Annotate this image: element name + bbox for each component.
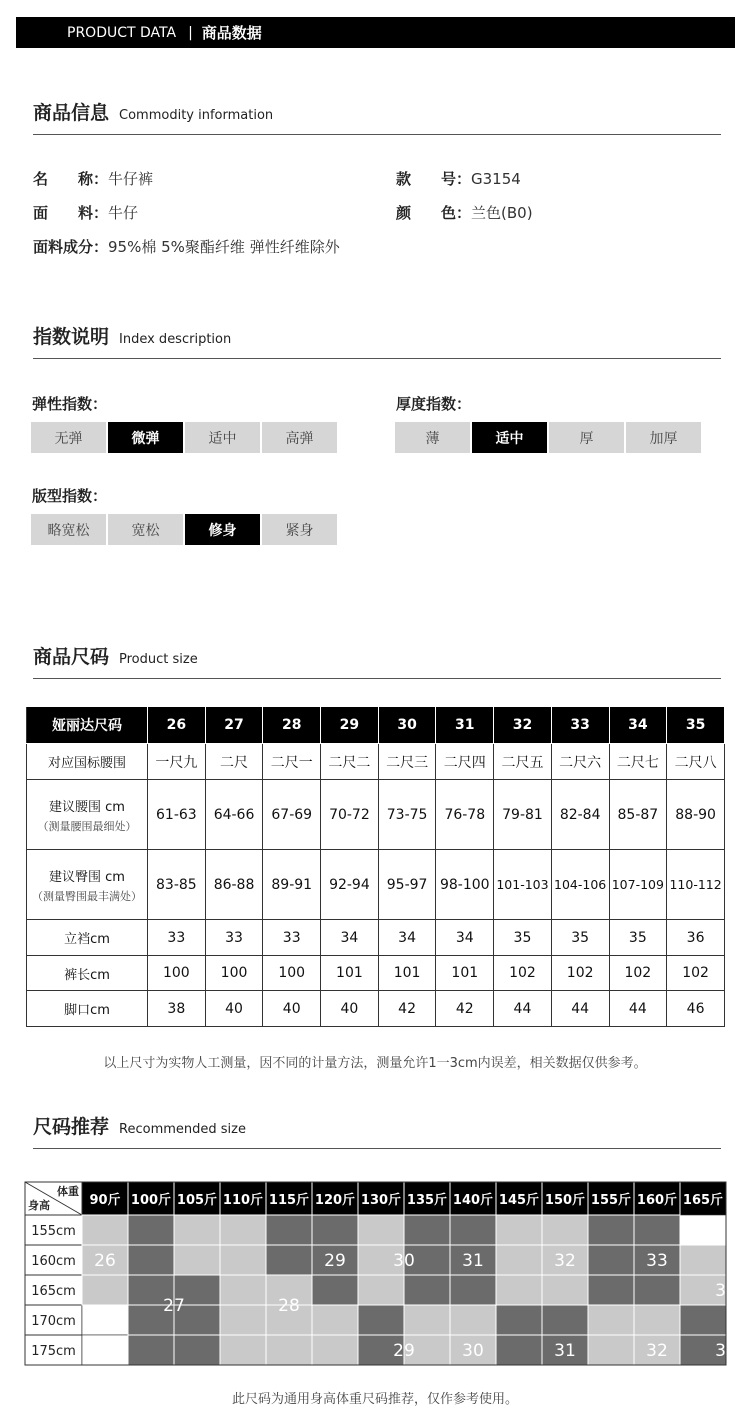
- size-cell: 102: [494, 956, 552, 991]
- size-cell: 101: [378, 956, 436, 991]
- size-row-label: [27, 991, 148, 1027]
- size-cell: 二尺六: [551, 744, 609, 780]
- size-cell: 34: [436, 920, 494, 956]
- size-cell: 二尺四: [436, 744, 494, 780]
- size-cell: 85-87: [609, 780, 667, 850]
- recommend-title-en: Recommended size: [119, 1122, 246, 1137]
- size-region-cell: [358, 1305, 404, 1335]
- fabric-value: 牛仔: [108, 204, 139, 222]
- size-table: [26, 706, 725, 1027]
- fabric-row: [33, 202, 138, 223]
- style-number-label: 款 号：: [396, 170, 472, 188]
- size-region-cell: [450, 1215, 496, 1245]
- size-region-cell: [404, 1275, 450, 1305]
- recommend-section-title: [33, 1112, 721, 1149]
- size-cell: 104-106: [551, 850, 609, 920]
- size-region-cell: [266, 1215, 312, 1245]
- size-cell: 33: [148, 920, 206, 956]
- grid-cell-blank: [82, 1335, 128, 1365]
- size-row-label-text: 对应国标腰围: [47, 756, 126, 771]
- style-number-value: G3154: [471, 170, 521, 188]
- size-region-cell: [312, 1215, 358, 1245]
- elasticity-chip: 无弹: [31, 422, 106, 453]
- size-header-cell: 26: [148, 707, 206, 744]
- size-cell: 40: [263, 991, 321, 1027]
- size-header-cell: 35: [667, 707, 725, 744]
- size-region-cell: [312, 1305, 358, 1335]
- size-cell: 36: [667, 920, 725, 956]
- size-region-cell: [680, 1245, 726, 1275]
- size-region-cell: [450, 1275, 496, 1305]
- size-row-label-text: 立裆cm: [64, 932, 110, 947]
- height-header-cell: 155cm: [31, 1224, 76, 1239]
- size-cell: 89-91: [263, 850, 321, 920]
- size-region-cell: [174, 1215, 220, 1245]
- size-row-label: [27, 920, 148, 956]
- size-cell: 95-97: [378, 850, 436, 920]
- size-row-label-sub: （测量腰围最细处）: [37, 819, 137, 833]
- size-cell: 70-72: [321, 780, 379, 850]
- size-region-label: 31: [462, 1251, 484, 1271]
- fit-label: 版型指数：: [32, 487, 108, 505]
- size-header-cell: 27: [205, 707, 263, 744]
- thickness-chip: 厚: [549, 422, 624, 453]
- size-region-cell: [496, 1215, 542, 1245]
- size-cell: 34: [378, 920, 436, 956]
- size-title-zh: 商品尺码: [33, 646, 110, 668]
- size-region-cell: [174, 1335, 220, 1365]
- size-cell: 35: [551, 920, 609, 956]
- fit-chip: 宽松: [108, 514, 183, 545]
- weight-header-cell: 150斤: [544, 1193, 586, 1208]
- header-separator: |: [188, 24, 193, 41]
- size-region-cell: [358, 1215, 404, 1245]
- size-region-label: 28: [278, 1296, 300, 1316]
- thickness-chip: 加厚: [626, 422, 701, 453]
- size-row: [27, 744, 725, 780]
- size-region-cell: [496, 1275, 542, 1305]
- size-region-cell: [588, 1335, 634, 1365]
- size-cell: 64-66: [205, 780, 263, 850]
- size-region-cell: [588, 1245, 634, 1275]
- size-cell: 98-100: [436, 850, 494, 920]
- fit-chip: 略宽松: [31, 514, 106, 545]
- size-region-label: 29: [393, 1341, 415, 1361]
- header-en-title: PRODUCT DATA: [67, 24, 177, 41]
- size-region-cell: [266, 1335, 312, 1365]
- size-header-cell: 31: [436, 707, 494, 744]
- size-cell: 76-78: [436, 780, 494, 850]
- size-cell: 二尺三: [378, 744, 436, 780]
- size-header-cell: 33: [551, 707, 609, 744]
- size-row: [27, 850, 725, 920]
- size-cell: 102: [551, 956, 609, 991]
- weight-header-cell: 155斤: [590, 1193, 632, 1208]
- size-region-cell: [680, 1305, 726, 1335]
- elasticity-scale: [31, 422, 337, 453]
- size-header-cell: 29: [321, 707, 379, 744]
- product-name-label: 名 称：: [33, 170, 109, 188]
- size-row-label-sub: （测量臀围最丰满处）: [32, 889, 142, 903]
- size-row-label-text: 脚口cm: [64, 1003, 110, 1018]
- composition-label: 面料成分：: [33, 238, 109, 256]
- size-region-cell: [174, 1245, 220, 1275]
- size-cell: 102: [667, 956, 725, 991]
- size-cell: 101-103: [494, 850, 552, 920]
- size-region-cell: [128, 1215, 174, 1245]
- size-region-label: 29: [324, 1251, 346, 1271]
- size-region-cell: [220, 1215, 266, 1245]
- thickness-chip-selected: 适中: [472, 422, 547, 453]
- size-cell: 100: [263, 956, 321, 991]
- size-cell: 44: [494, 991, 552, 1027]
- size-cell: 92-94: [321, 850, 379, 920]
- size-region-cell: [220, 1335, 266, 1365]
- size-region-cell: [634, 1305, 680, 1335]
- composition-row: [33, 236, 340, 257]
- corner-weight-label: 体重: [57, 1185, 79, 1198]
- size-cell: 67-69: [263, 780, 321, 850]
- size-cell: 107-109: [609, 850, 667, 920]
- size-region-label: 31: [554, 1341, 576, 1361]
- size-row-label: [27, 850, 148, 920]
- weight-header-cell: 90斤: [89, 1193, 121, 1208]
- size-region-cell: [588, 1305, 634, 1335]
- size-cell: 42: [436, 991, 494, 1027]
- product-name-row: [33, 168, 153, 189]
- size-cell: 102: [609, 956, 667, 991]
- size-region-cell: [220, 1275, 266, 1305]
- index-title-en: Index description: [119, 332, 232, 347]
- size-cell: 38: [148, 991, 206, 1027]
- size-region-cell: [542, 1305, 588, 1335]
- elasticity-chip: 高弹: [262, 422, 337, 453]
- size-region-cell: [404, 1215, 450, 1245]
- size-cell: 34: [321, 920, 379, 956]
- size-region-cell: [496, 1305, 542, 1335]
- size-region-label: 27: [163, 1296, 185, 1316]
- index-section-title: [33, 322, 721, 359]
- weight-header-cell: 135斤: [406, 1193, 448, 1208]
- size-row: [27, 920, 725, 956]
- size-region-cell: [588, 1275, 634, 1305]
- size-region-label: 30: [462, 1341, 484, 1361]
- size-cell: 二尺八: [667, 744, 725, 780]
- size-cell: 40: [321, 991, 379, 1027]
- style-number-row: [396, 168, 521, 189]
- size-header-label: 娅丽达尺码: [27, 707, 148, 744]
- size-region-cell: [82, 1215, 128, 1245]
- size-cell: 83-85: [148, 850, 206, 920]
- size-row-label: [27, 780, 148, 850]
- weight-header-cell: 105斤: [176, 1193, 218, 1208]
- fit-scale: [31, 514, 337, 545]
- size-cell: 35: [609, 920, 667, 956]
- product-data-header-bar: [16, 17, 735, 48]
- height-header-cell: 160cm: [31, 1254, 76, 1269]
- size-row: [27, 991, 725, 1027]
- size-region-cell: [450, 1305, 496, 1335]
- weight-header-cell: 140斤: [452, 1193, 494, 1208]
- elasticity-label: 弹性指数：: [32, 395, 108, 413]
- size-region-label: 32: [646, 1341, 668, 1361]
- size-row-label-text: 裤长cm: [64, 967, 110, 983]
- size-recommendation-grid: [25, 1182, 737, 1365]
- size-cell: 一尺九: [148, 744, 206, 780]
- size-region-cell: [634, 1215, 680, 1245]
- size-cell: 二尺七: [609, 744, 667, 780]
- size-region-label: 30: [393, 1251, 415, 1271]
- elasticity-chip-selected: 微弹: [108, 422, 183, 453]
- size-cell: 42: [378, 991, 436, 1027]
- corner-height-label: 身高: [28, 1199, 50, 1212]
- size-region-cell: [588, 1215, 634, 1245]
- height-header-cell: 170cm: [31, 1314, 76, 1329]
- commodity-title-zh: 商品信息: [33, 102, 110, 124]
- weight-header-cell: 145斤: [498, 1193, 540, 1208]
- weight-header-cell: 160斤: [636, 1193, 678, 1208]
- size-row: [27, 956, 725, 991]
- size-header-cell: 34: [609, 707, 667, 744]
- color-value: 兰色(B0): [471, 204, 533, 222]
- size-measurement-note: 以上尺寸为实物人工测量，因不同的计量方法，测量允许1一3cm内误差，相关数据仅供参考。: [103, 1056, 647, 1071]
- commodity-section-title: [33, 98, 721, 135]
- size-region-cell: [82, 1275, 128, 1305]
- thickness-label: 厚度指数：: [396, 395, 472, 413]
- size-cell: 100: [148, 956, 206, 991]
- weight-header-cell: 120斤: [314, 1193, 356, 1208]
- size-row-label: [27, 956, 148, 991]
- thickness-chip: 薄: [395, 422, 470, 453]
- size-cell: 110-112: [667, 850, 725, 920]
- composition-value: 95%棉 5%聚酯纤维 弹性纤维除外: [108, 238, 340, 256]
- size-cell: 73-75: [378, 780, 436, 850]
- size-cell: 88-90: [667, 780, 725, 850]
- size-region-cell: [220, 1305, 266, 1335]
- size-cell: 82-84: [551, 780, 609, 850]
- recommend-title-zh: 尺码推荐: [33, 1116, 110, 1138]
- size-region-cell: [128, 1245, 174, 1275]
- index-title-zh: 指数说明: [33, 326, 110, 348]
- size-row-label-text: 建议腰围 cm: [49, 799, 125, 815]
- fit-chip: 紧身: [262, 514, 337, 545]
- size-cell: 33: [263, 920, 321, 956]
- size-region-label: 33: [715, 1341, 737, 1361]
- size-region-label: 32: [554, 1251, 576, 1271]
- size-region-label: 34: [715, 1281, 737, 1301]
- size-cell: 33: [205, 920, 263, 956]
- size-header-cell: 28: [263, 707, 321, 744]
- size-row-label-text: 建议臀围 cm: [49, 869, 125, 885]
- size-region-label: 26: [94, 1251, 116, 1271]
- size-row-label: [27, 744, 148, 780]
- fit-chip-selected: 修身: [185, 514, 260, 545]
- size-region-cell: [266, 1245, 312, 1275]
- size-title-en: Product size: [119, 652, 198, 667]
- size-region-cell: [496, 1335, 542, 1365]
- size-header-cell: 32: [494, 707, 552, 744]
- weight-header-cell: 165斤: [682, 1193, 724, 1208]
- size-region-label: 33: [646, 1251, 668, 1271]
- size-cell: 44: [551, 991, 609, 1027]
- weight-header-cell: 115斤: [268, 1193, 310, 1208]
- recommend-note: 此尺码为通用身高体重尺码推荐，仅作参考使用。: [231, 1392, 518, 1407]
- grid-cell-blank: [82, 1305, 128, 1335]
- weight-header-cell: 130斤: [360, 1193, 402, 1208]
- size-row: [27, 780, 725, 850]
- product-name-value: 牛仔裤: [108, 170, 154, 188]
- size-cell: 101: [436, 956, 494, 991]
- size-cell: 86-88: [205, 850, 263, 920]
- commodity-title-en: Commodity information: [119, 108, 274, 123]
- size-region-cell: [312, 1335, 358, 1365]
- size-cell: 二尺一: [263, 744, 321, 780]
- size-cell: 79-81: [494, 780, 552, 850]
- size-cell: 35: [494, 920, 552, 956]
- thickness-scale: [395, 422, 701, 453]
- size-region-cell: [404, 1305, 450, 1335]
- size-header-cell: 30: [378, 707, 436, 744]
- size-cell: 40: [205, 991, 263, 1027]
- size-region-cell: [358, 1275, 404, 1305]
- size-cell: 101: [321, 956, 379, 991]
- size-region-cell: [128, 1335, 174, 1365]
- size-region-cell: [220, 1245, 266, 1275]
- header-zh-title: 商品数据: [201, 24, 262, 42]
- size-cell: 44: [609, 991, 667, 1027]
- size-section-title: [33, 642, 721, 679]
- size-region-cell: [496, 1245, 542, 1275]
- height-header-cell: 175cm: [31, 1344, 76, 1359]
- size-region-cell: [542, 1215, 588, 1245]
- size-region-cell: [542, 1275, 588, 1305]
- size-cell: 100: [205, 956, 263, 991]
- size-region-cell: [312, 1275, 358, 1305]
- size-cell: 二尺二: [321, 744, 379, 780]
- fabric-label: 面 料：: [33, 204, 109, 222]
- elasticity-chip: 适中: [185, 422, 260, 453]
- grid-cell-blank: [680, 1215, 726, 1245]
- height-header-cell: 165cm: [31, 1284, 76, 1299]
- size-region-cell: [634, 1275, 680, 1305]
- size-cell: 46: [667, 991, 725, 1027]
- weight-header-cell: 100斤: [130, 1193, 172, 1208]
- color-label: 颜 色：: [396, 204, 472, 222]
- size-cell: 二尺: [205, 744, 263, 780]
- size-cell: 61-63: [148, 780, 206, 850]
- weight-header-cell: 110斤: [222, 1193, 264, 1208]
- size-header-row: [27, 707, 725, 744]
- size-cell: 二尺五: [494, 744, 552, 780]
- color-row: [396, 202, 533, 223]
